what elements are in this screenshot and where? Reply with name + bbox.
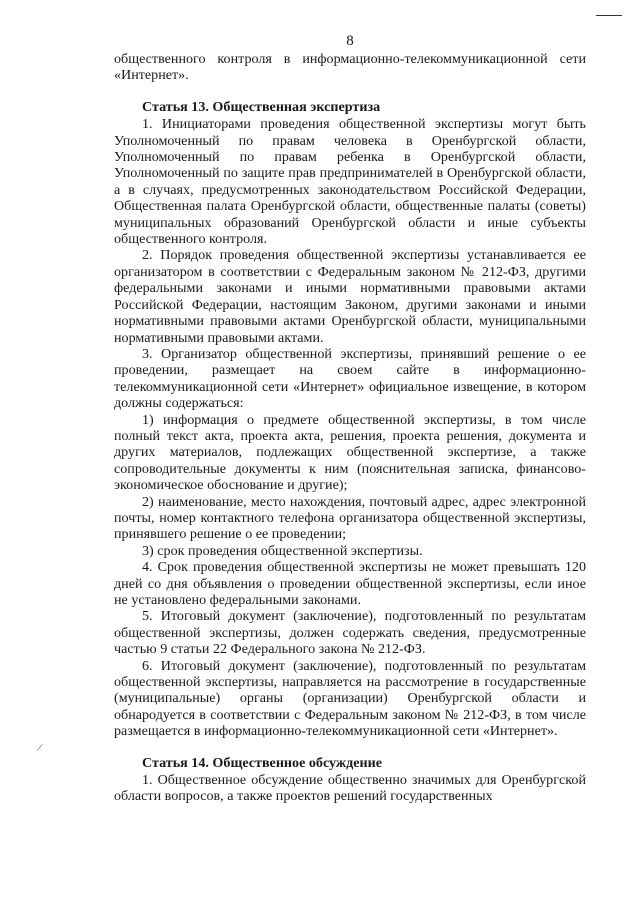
article-13-part-3-item-3: 3) срок проведения общественной экспертизы. [142, 542, 423, 559]
corner-mark [596, 15, 622, 16]
article-13-title: Статья 13. Общественная экспертиза [142, 98, 381, 115]
article-13-part-1: 1. Инициаторами проведения общественной экспертизы могут быть Уполномоченный по правам человека в Оренбургской области, Уполномоченный по правам ребенка в Оренбургской области, Уполномоченный по защите прав предпринимателей в Оренбургской области, а в случаях, предусмотренных законодательством Российской Федерации, Общественная палата Оренбургской области, общественные палаты (советы) муниципальных образований Оренбургской области и иные субъекты общественного контроля. [114, 116, 586, 248]
page-number: 8 [346, 33, 354, 49]
margin-mark: / [36, 741, 44, 755]
article-13-part-6: 6. Итоговый документ (заключение), подготовленный по результатам общественной экспертизы, направляется на рассмотрение в государственные (муниципальные) органы (организации) Оренбургской области и обнародуется в соответствии с Федеральным законом № 212-ФЗ, в том числе размещается в информационно-телекоммуникационной сети «Интернет». [114, 657, 586, 740]
article-13-part-2: 2. Порядок проведения общественной экспертизы устанавливается ее организатором в соответствии с Федеральным законом № 212-ФЗ, другими федеральными законами и иными нормативными правовыми актами Российской Федерации, настоящим Законом, другими законами и иными нормативными правовыми актами Оренбургской области, муниципальными нормативными правовыми актами. [114, 247, 586, 346]
article-13-part-3-item-1: 1) информация о предмете общественной экспертизы, в том числе полный текст акта, проекта акта, решения, проекта решения, документа и других материалов, подлежащих общественной экспертизе, а также сопроводительные документы к ним (пояснительная записка, финансово-экономическое обоснование и другие); [114, 411, 586, 494]
article-13-part-4: 4. Срок проведения общественной экспертизы не может превышать 120 дней со дня объявления о проведении общественной экспертизы, если иное не установлено федеральными законами. [114, 559, 586, 608]
article-13-part-3: 3. Организатор общественной экспертизы, принявший решение о ее проведении, размещает на своем сайте в информационно-телекоммуникационной сети «Интернет» официальное извещение, в котором должны содержаться: [114, 345, 586, 412]
article-13-part-5: 5. Итоговый документ (заключение), подготовленный по результатам общественной экспертизы, должен содержать сведения, предусмотренные частью 9 статьи 22 Федерального закона № 212-ФЗ. [114, 608, 586, 658]
article-13-part-3-item-2: 2) наименование, место нахождения, почтовый адрес, адрес электронной почты, номер контактного телефона организатора общественной экспертизы, принявшего решение о ее проведении; [114, 493, 586, 543]
article-14-part-1: 1. Общественное обсуждение общественно значимых для Оренбургской области вопросов, а также проектов решений государственных [114, 772, 586, 805]
document-body [114, 51, 586, 805]
paragraph-intro: общественного контроля в информационно-телекоммуникационной сети «Интернет». [114, 51, 586, 84]
article-14-title: Статья 14. Общественное обсуждение [142, 754, 383, 771]
